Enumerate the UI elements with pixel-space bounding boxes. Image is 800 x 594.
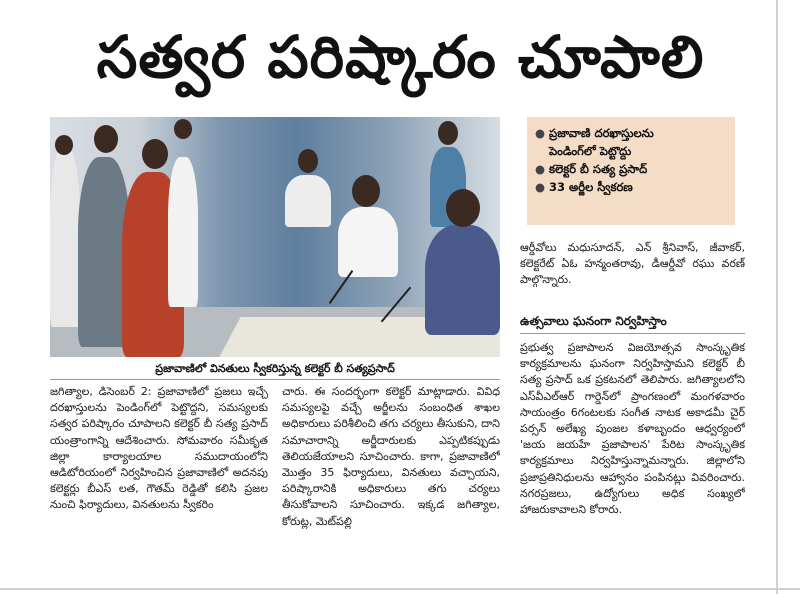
photo-person (425, 225, 500, 335)
photo-head (142, 139, 168, 169)
highlight-item (535, 142, 729, 160)
highlight-text: పెండింగ్‌లో పెట్టొద్దు (549, 144, 632, 158)
headline: సత్వర పరిష్కారం చూపాలి (96, 23, 705, 91)
paragraph-text: ప్రభుత్వ ప్రజాపాలన విజయోత్సవ సాంస్కృతిక కార్యక్రమాలను ఘనంగా నిర్వహిస్తామని కలెక్టర్ బీ సత్య ప్రసాద్ ఒక ప్రకటనలో తెలిపారు. జగిత్యాలలోని ఎస్‌వీఎల్ఆర్ గార్డెన్‌లో ప్రాంగణంలో మంగళవారం సాయంత్రం 6గంటలకు సంగీత నాటక అకాడమీ చైర్ పర్సన్ అలేఖ్య పుంజల కళాబృందం ఆధ్వర్యంలో 'జయ జయహే ప్రజాపాలన' పేరిట సాంస్కృతిక కార్యక్రమాలు నిర్వహిస్తున్నామన్నారు. జిల్లాలోని ప్రజాప్రతినిధులను ఆహ్వానం పంపినట్లు వివరించారు. నగరప్రజలు, ఉద్యోగులు అధిక సంఖ్యలో హాజరుకావాలని కోరారు. (520, 341, 745, 517)
bullet-icon: ● (535, 180, 546, 194)
highlights-box (527, 117, 735, 225)
column-1 (50, 384, 268, 582)
photo-head (298, 149, 318, 173)
paragraph-text: జగిత్యాల, డిసెంబర్ 2: ప్రజావాణిలో ప్రజలు ఇచ్చే దరఖాస్తులను పెండింగ్‌లో పెట్టొద్దని, సమస్యలకు సత్వర పరిష్కారం చూపాలని కలెక్టర్ బీ సత్య ప్రసాద్ యంత్రాంగాన్ని ఆదేశించారు. సోమవారం సమీకృత జిల్లా కార్యాలయాల సముదాయంలోని ఆడిటోరియంలో నిర్వహించిన ప్రజావాణిలో అదనపు కలెక్టర్లు బీఎస్ లత, గౌతమ్ రెడ్డితో కలిసి ప్రజల నుంచి ఫిర్యాదులు, వినతులను స్వీకరిం (50, 385, 268, 512)
photo-person (285, 175, 331, 227)
news-photo (50, 117, 500, 357)
highlight-item (535, 124, 729, 142)
page-bottom-rule (0, 588, 800, 590)
highlight-text: 33 అర్జీల స్వీకరణ (549, 180, 633, 194)
right-top-paragraph (520, 240, 745, 306)
photo-caption: ప్రజావాణిలో వినతులు స్వీకరిస్తున్న కలెక్టర్ బీ సత్యప్రసాద్ (50, 359, 500, 380)
photo-head (438, 121, 458, 145)
paragraph-text: ఆర్డీవోలు మధుసూదన్, ఎన్ శ్రీనివాస్, జీవాకర్, కలెక్టరేట్ ఏఓ హన్మంతరావు, డీఆర్డీవో రఘు వరణ్ పాల్గొన్నారు. (520, 241, 745, 287)
photo-person (338, 207, 398, 277)
photo-head (94, 125, 118, 153)
highlight-item (535, 160, 729, 178)
highlight-text: ప్రజావాణి దరఖాస్తులను (549, 126, 654, 140)
photo-head (174, 119, 192, 139)
photo-head (352, 175, 380, 207)
subheading: ఉత్సవాలు ఘనంగా నిర్వహిస్తాం (520, 314, 667, 328)
right-bottom-paragraph (520, 340, 745, 582)
bullet-icon: ● (535, 126, 546, 140)
photo-person (50, 147, 80, 327)
highlight-text: కలెక్టర్ బీ సత్య ప్రసాద్ (549, 162, 648, 176)
bullet-icon: ● (535, 162, 546, 176)
paragraph-text: చారు. ఈ సందర్భంగా కలెక్టర్ మాట్లాడారు. వివిధ సమస్యలపై వచ్చే అర్జీలను సంబంధిత శాఖల అధికారులు పరిశీలించి తగు చర్యలు తీసుకుని, దాని సమాచారాన్ని అర్జీదారులకు ఎప్పటికప్పుడు తెలియజేయాలని సూచించారు. కాగా, ప్రజావాణిలో మొత్తం 35 ఫిర్యాదులు, వినతులు వచ్చాయని, పరిష్కారానికి అధికారులు తగు చర్యలు తీసుకోవాలని సూచించారు. ఇక్కడ జగిత్యాల, కోరుట్ల, మెట్‌పల్లి (282, 385, 500, 528)
photo-head (446, 189, 480, 227)
photo-head (55, 135, 73, 155)
photo-person (168, 157, 198, 307)
column-2 (282, 384, 500, 582)
subheading-rule (520, 333, 745, 334)
highlight-item (535, 178, 729, 196)
